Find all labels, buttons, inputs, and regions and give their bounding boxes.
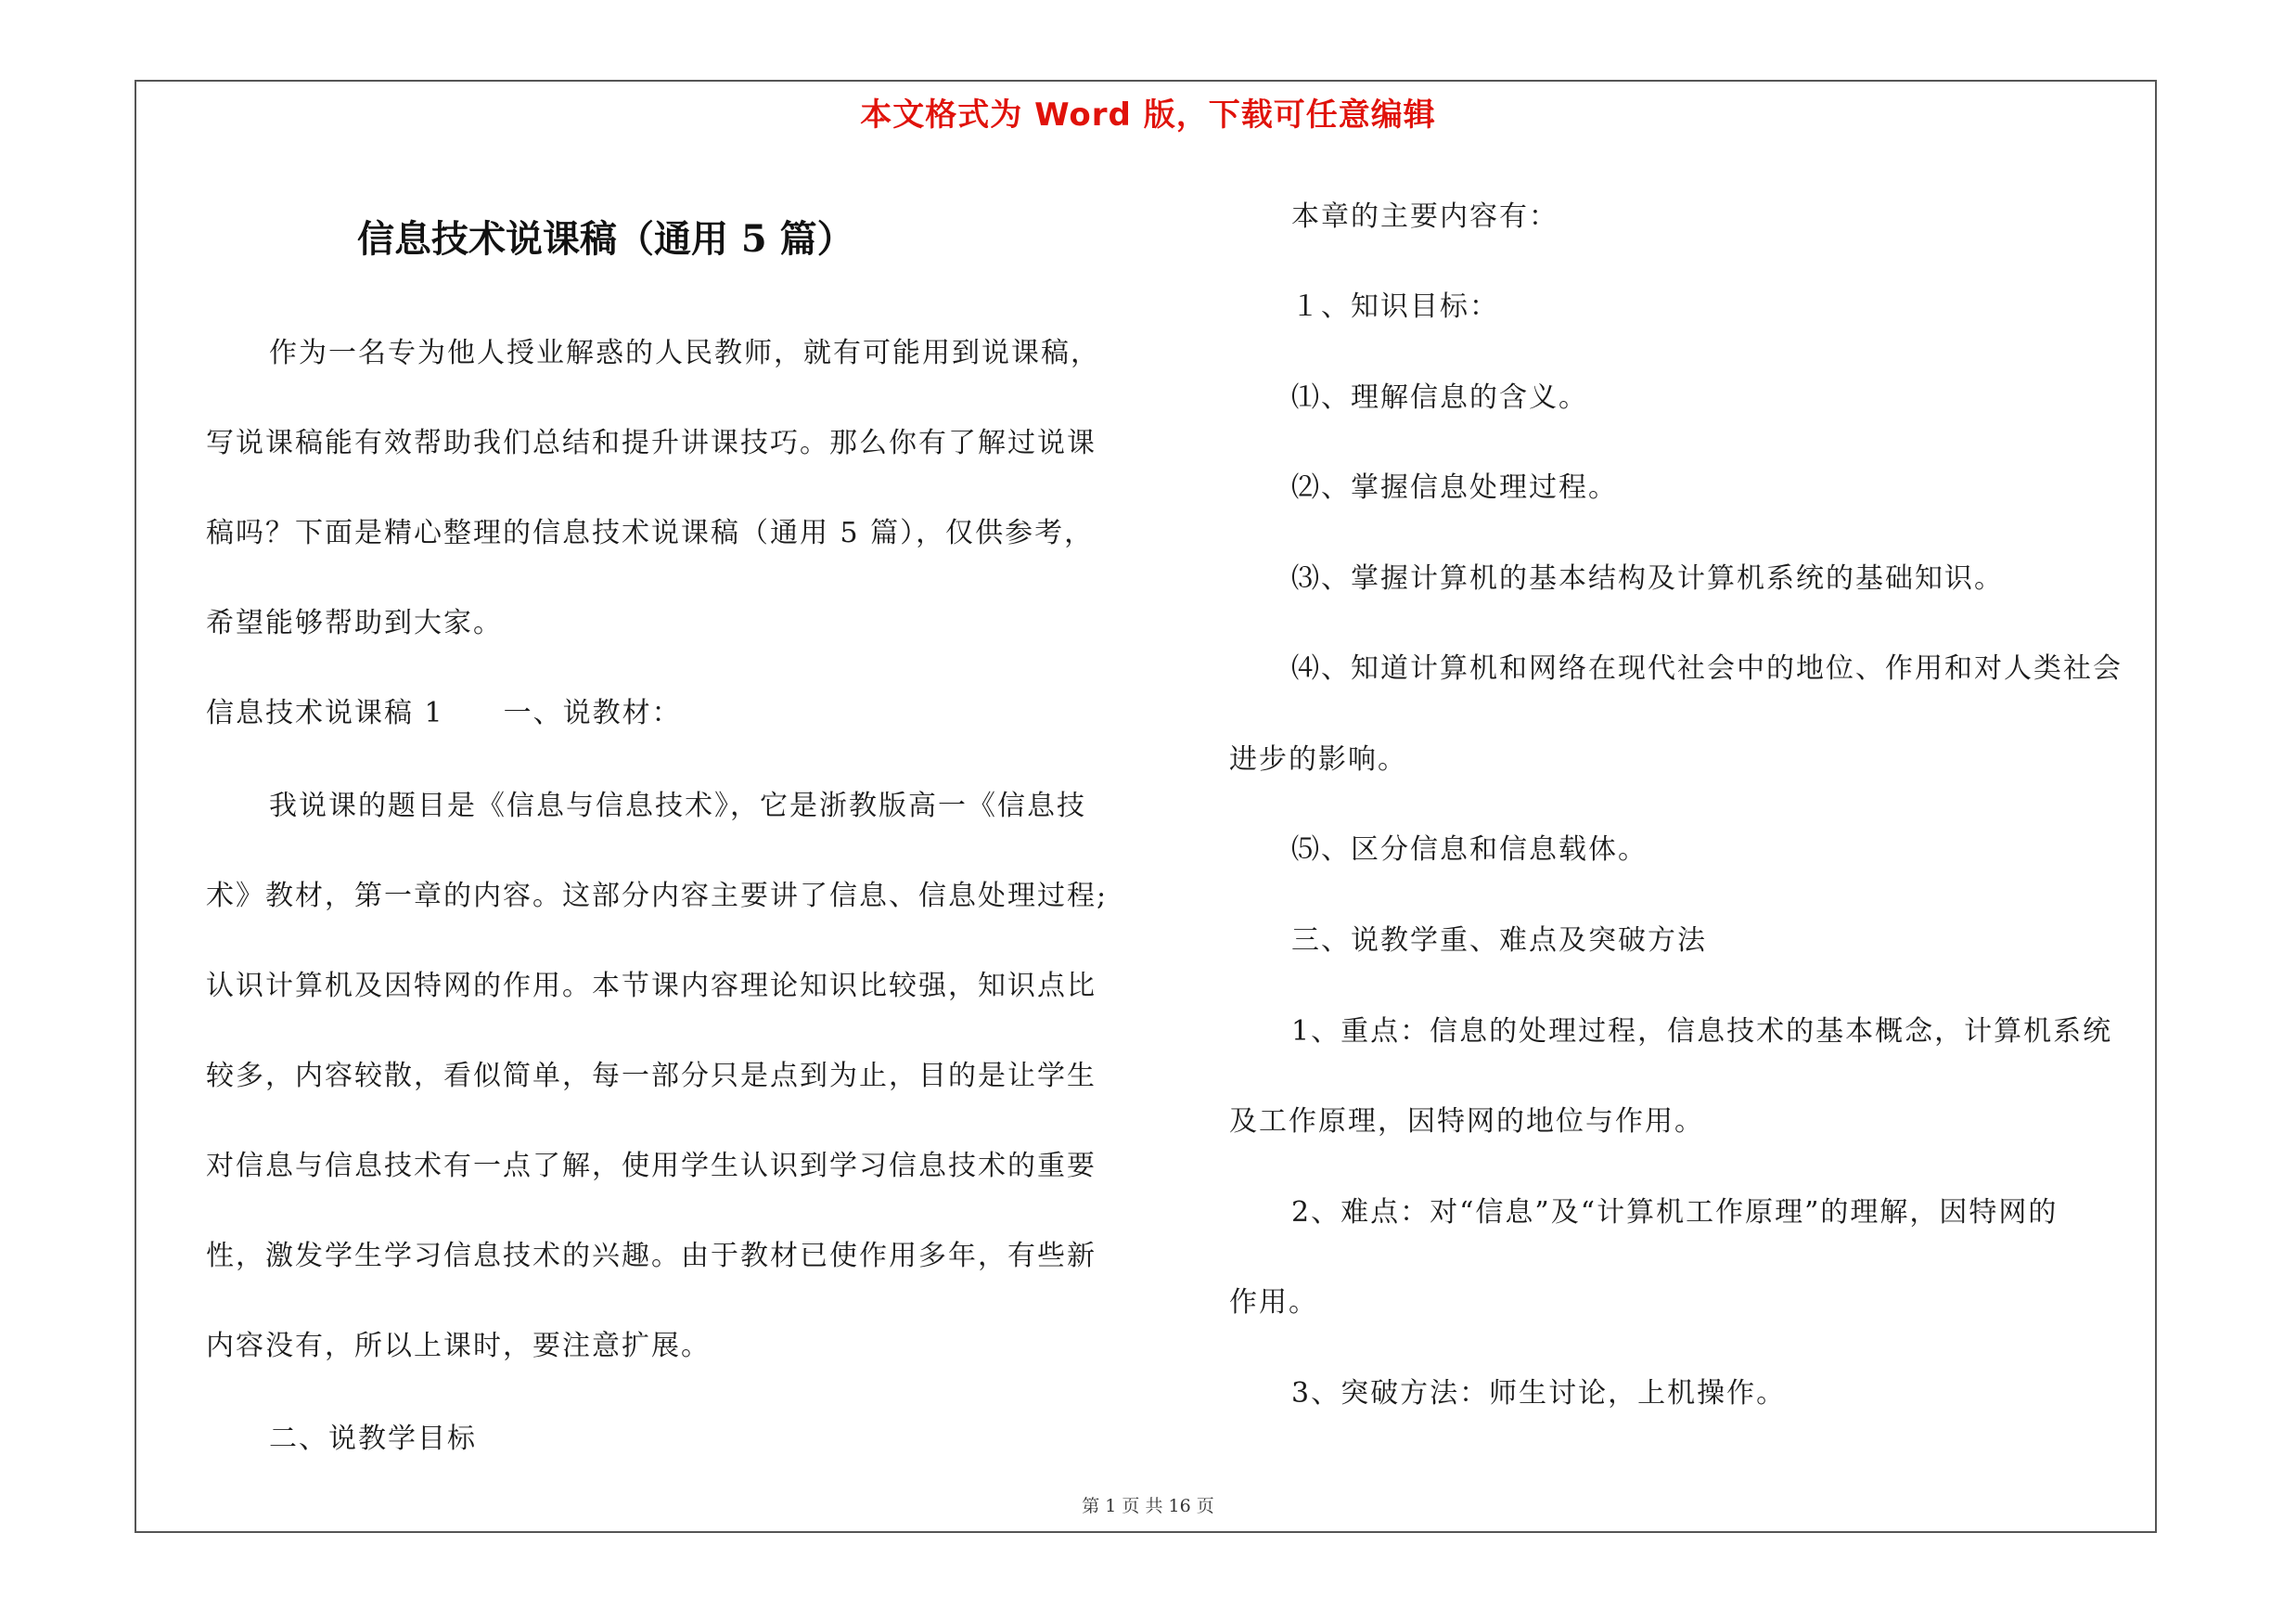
teaching-goals-heading: 二、说教学目标 — [269, 1423, 477, 1455]
right-line-14: 3、突破方法：师生讨论，上机操作。 — [1291, 1377, 1787, 1410]
right-line-4: ⑵、掌握信息处理过程。 — [1291, 471, 1618, 504]
right-line-8: ⑸、区分信息和信息载体。 — [1291, 833, 1648, 866]
right-line-7: 进步的影响。 — [1229, 743, 1407, 776]
intro-line-4: 希望能够帮助到大家。 — [206, 607, 503, 639]
right-line-5: ⑶、掌握计算机的基本结构及计算机系统的基础知识。 — [1291, 562, 2004, 595]
right-line-10: 1、重点：信息的处理过程，信息技术的基本概念，计算机系统 — [1291, 1015, 2113, 1048]
intro-line-2: 写说课稿能有效帮助我们总结和提升讲课技巧。那么你有了解过说课 — [206, 427, 1097, 459]
right-line-6: ⑷、知道计算机和网络在现代社会中的地位、作用和对人类社会 — [1291, 652, 2123, 685]
section-heading-1: 信息技术说课稿 1 一、说教材： — [206, 697, 682, 729]
intro-line-1: 作为一名专为他人授业解惑的人民教师，就有可能用到说课稿， — [269, 337, 1100, 369]
page-footer: 第 1 页 共 16 页 — [1082, 1496, 1214, 1516]
intro-line-3: 稿吗？下面是精心整理的信息技术说课稿（通用 5 篇），仅供参考， — [206, 517, 1095, 549]
body-line-3: 认识计算机及因特网的作用。本节课内容理论知识比较强，知识点比 — [206, 970, 1097, 1002]
document-title: 信息技术说课稿（通用 5 篇） — [357, 217, 854, 261]
right-line-13: 作用。 — [1229, 1286, 1318, 1319]
body-line-5: 对信息与信息技术有一点了解，使用学生认识到学习信息技术的重要 — [206, 1150, 1097, 1182]
right-line-2: １、知识目标： — [1291, 290, 1499, 323]
body-line-1: 我说课的题目是《信息与信息技术》，它是浙教版高一《信息技 — [269, 790, 1086, 822]
right-line-12: 2、难点：对“信息”及“计算机工作原理”的理解，因特网的 — [1291, 1196, 2059, 1229]
word-format-banner: 本文格式为 Word 版，下载可任意编辑 — [860, 97, 1436, 134]
body-line-2: 术》教材，第一章的内容。这部分内容主要讲了信息、信息处理过程; — [206, 880, 1109, 912]
right-line-1: 本章的主要内容有： — [1291, 200, 1558, 233]
body-line-6: 性，激发学生学习信息技术的兴趣。由于教材已使作用多年，有些新 — [206, 1240, 1097, 1272]
body-line-4: 较多，内容较散，看似简单，每一部分只是点到为止，目的是让学生 — [206, 1060, 1097, 1092]
right-line-9: 三、说教学重、难点及突破方法 — [1291, 924, 1707, 957]
right-line-3: ⑴、理解信息的含义。 — [1291, 381, 1588, 414]
body-line-7: 内容没有，所以上课时，要注意扩展。 — [206, 1330, 711, 1362]
right-line-11: 及工作原理，因特网的地位与作用。 — [1229, 1105, 1704, 1138]
